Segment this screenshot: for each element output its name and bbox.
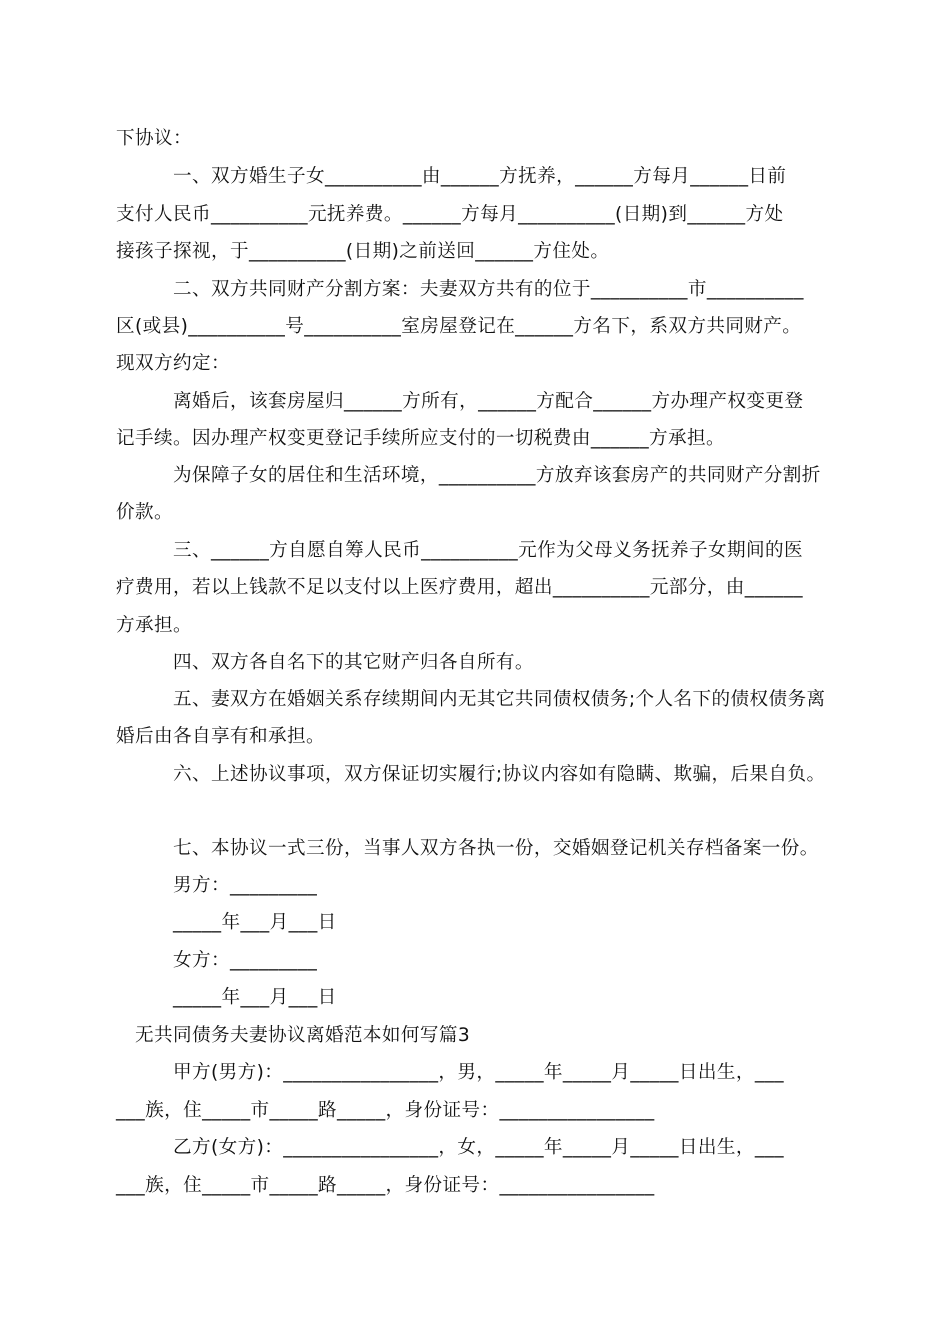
text-line: 现双方约定： (116, 353, 230, 374)
text-line: 一、双方婚生子女__________由______方抚养，______方每月______日前 (173, 166, 787, 187)
text-line: 价款。 (116, 502, 173, 523)
text-line: 乙方(女方)：________________，女，_____年_____月_____日出生，___ (173, 1137, 784, 1158)
section-heading: 无共同债务夫妻协议离婚范本如何写篇3 (135, 1025, 471, 1046)
text-line: 支付人民币__________元抚养费。______方每月__________(日期)到______方处 (116, 204, 784, 225)
text-line: 区(或县)__________号__________室房屋登记在______方名下，系双方共同财产。 (116, 316, 802, 337)
text-line: 记手续。因办理产权变更登记手续所应支付的一切税费由______方承担。 (116, 428, 726, 449)
text-line: 三、______方自愿自筹人民币__________元作为父母义务抚养子女期间的医 (173, 540, 803, 561)
text-line: 七、本协议一式三份，当事人双方各执一份，交婚姻登记机关存档备案一份。 (173, 838, 819, 859)
text-line: ___族，住_____市_____路_____，身份证号：________________ (116, 1175, 655, 1196)
text-line: 六、上述协议事项，双方保证切实履行;协议内容如有隐瞒、欺骗，后果自负。 (173, 764, 826, 785)
text-line: 接孩子探视，于__________(日期)之前送回______方住处。 (116, 241, 610, 262)
date-line: _____年___月___日 (173, 987, 337, 1008)
text-line: 离婚后，该套房屋归______方所有，______方配合______方办理产权变更登 (173, 391, 804, 412)
text-line: 五、妻双方在婚姻关系存续期间内无其它共同债权债务;个人名下的债权债务离 (173, 689, 826, 710)
signature-line-male: 男方：_________ (173, 875, 318, 896)
text-line: 二、双方共同财产分割方案：夫妻双方共有的位于__________市__________ (173, 279, 804, 300)
text-line: 方承担。 (116, 615, 192, 636)
date-line: _____年___月___日 (173, 912, 337, 933)
text-line: 下协议： (116, 128, 192, 149)
text-line: 婚后由各自享有和承担。 (116, 726, 325, 747)
text-line: 甲方(男方)：________________，男，_____年_____月_____日出生，___ (173, 1062, 784, 1083)
text-line: 为保障子女的居住和生活环境，__________方放弃该套房产的共同财产分割折 (173, 465, 821, 486)
signature-line-female: 女方：_________ (173, 950, 318, 971)
text-line: 疗费用，若以上钱款不足以支付以上医疗费用，超出__________元部分，由______ (116, 577, 803, 598)
text-line: 四、双方各自名下的其它财产归各自所有。 (173, 652, 534, 673)
text-line: ___族，住_____市_____路_____，身份证号：________________ (116, 1100, 655, 1121)
